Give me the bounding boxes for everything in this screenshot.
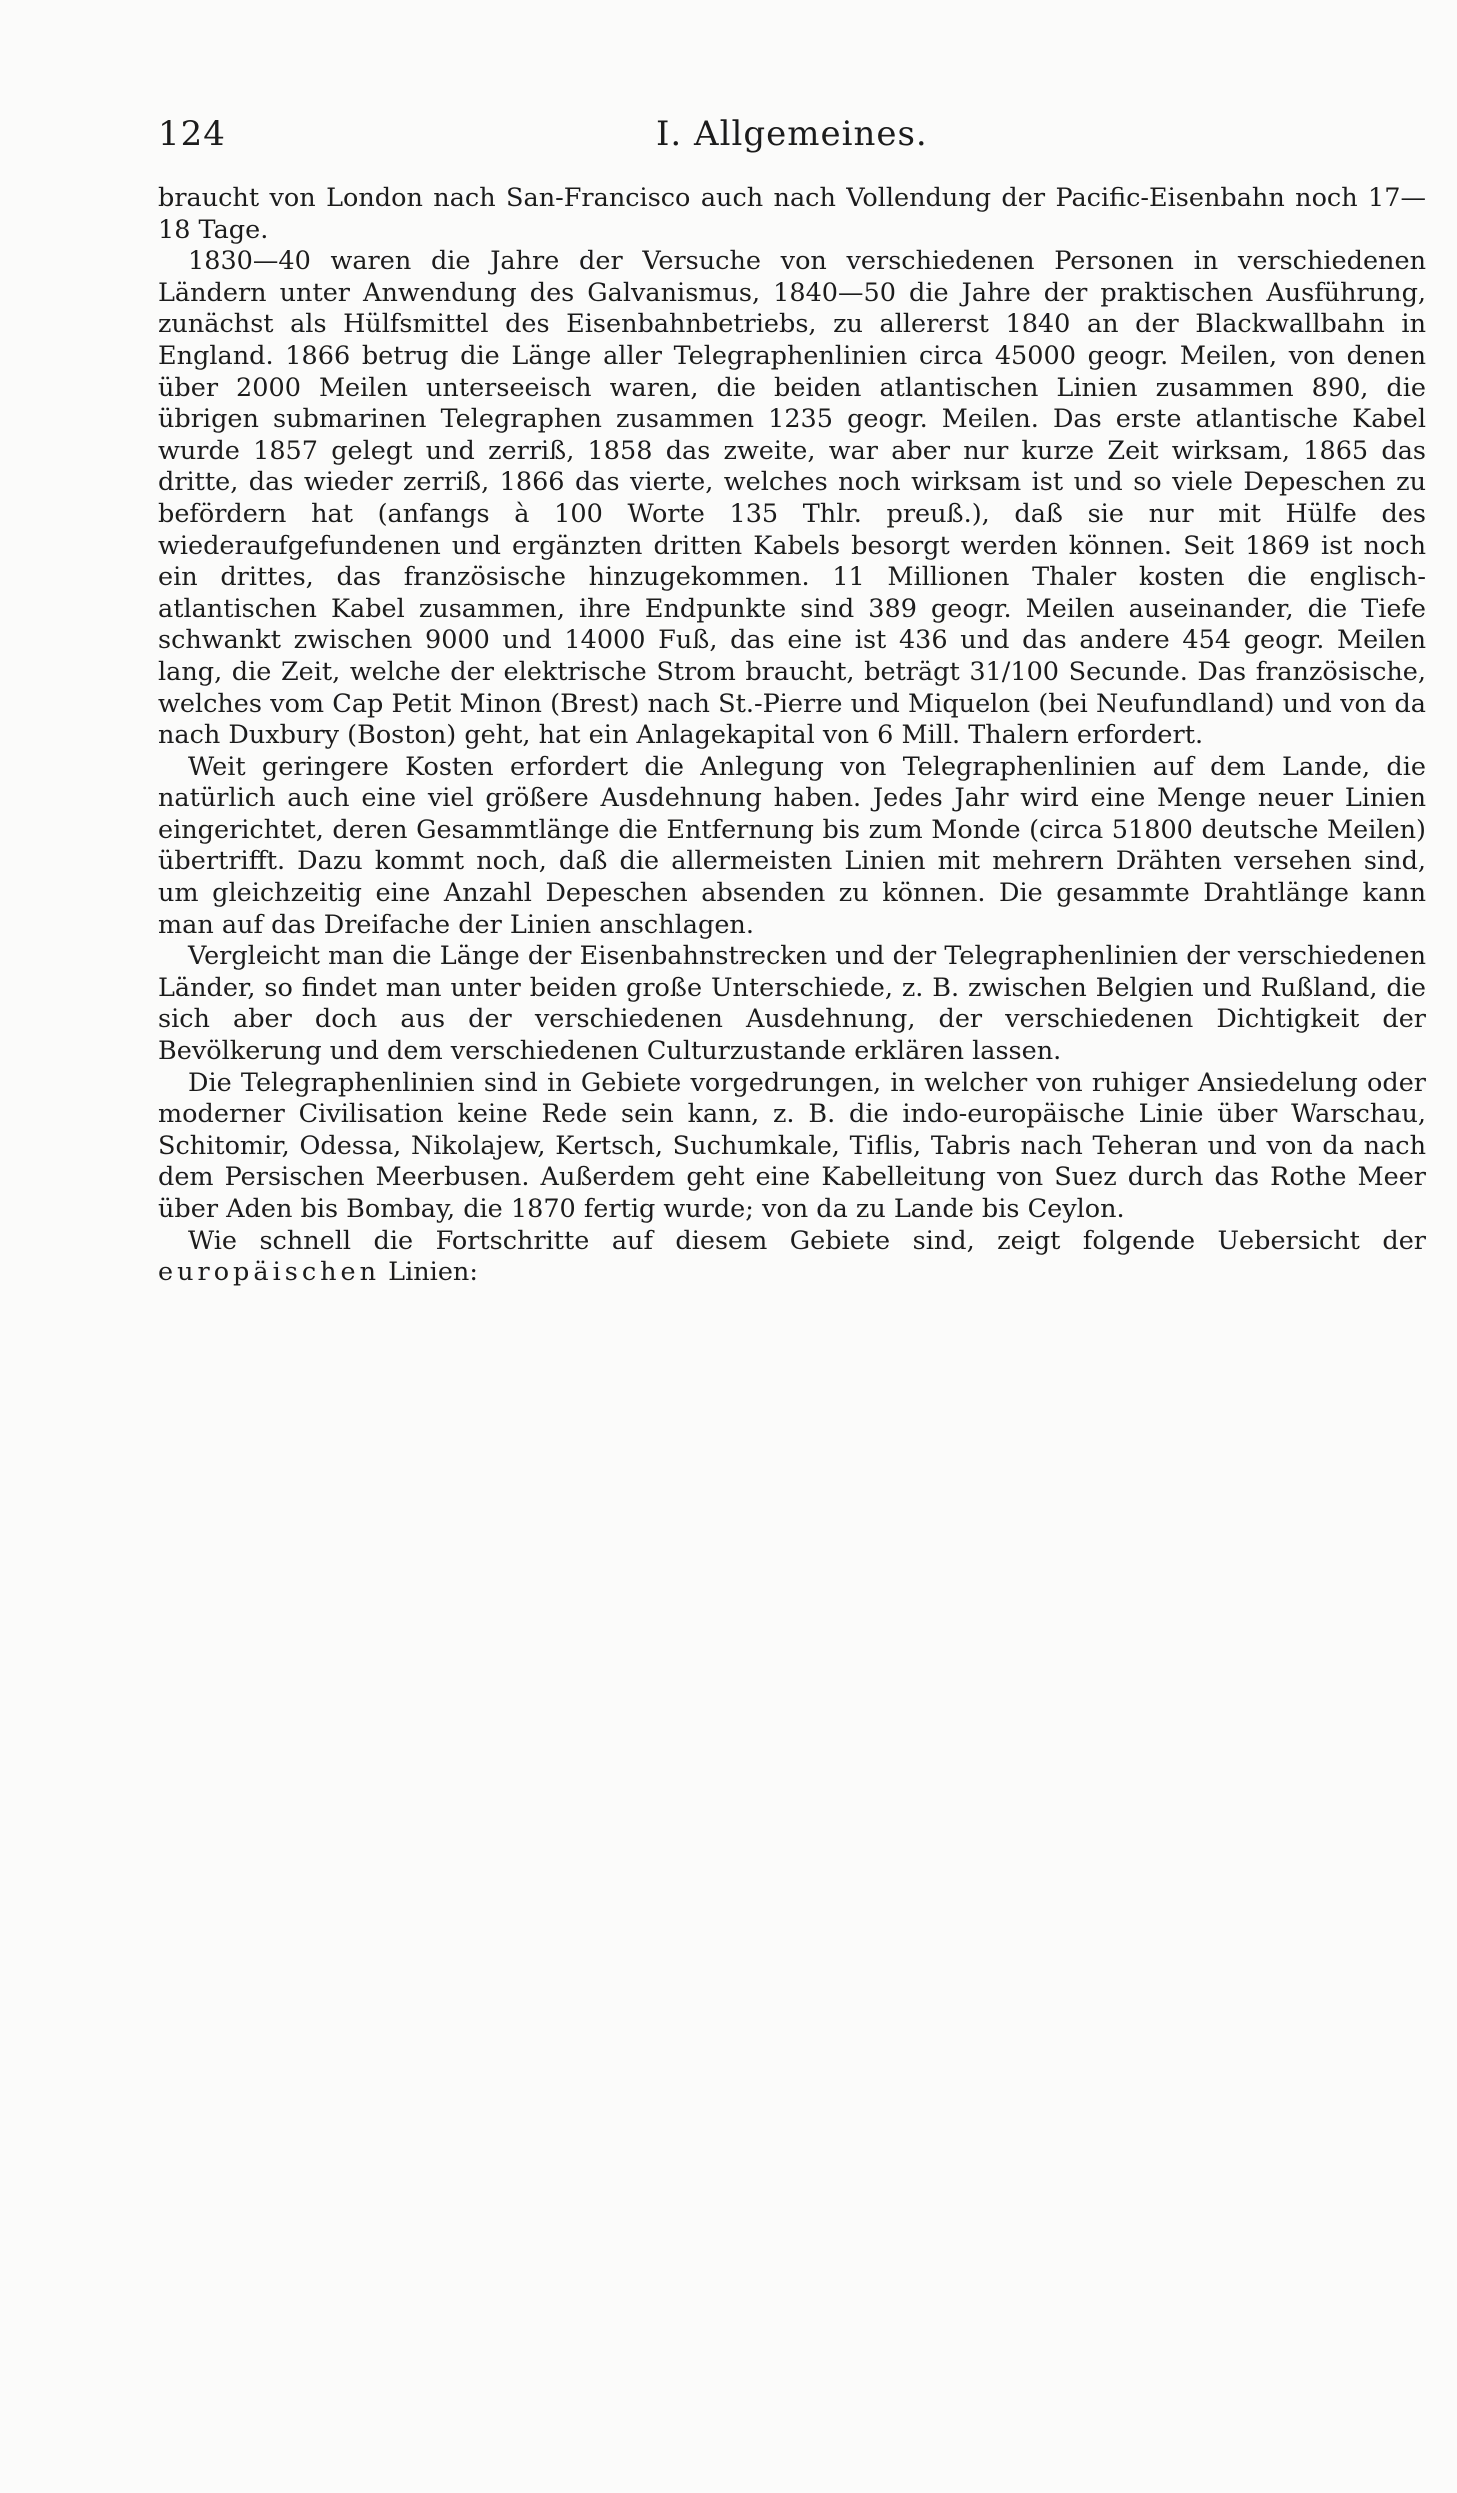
final-word: Linien: xyxy=(388,1257,478,1288)
paragraph: Vergleicht man die Länge der Eisenbahnstrecken und der Telegraphenlinien der verschiedenen Länder, so findet man unter beiden große Unterschiede, z. B. zwischen Belgien und Rußland, die sich aber doch aus der verschiedenen Ausdehnung, der verschiedenen Dichtigkeit der Bevölkerung und dem verschiedenen Culturzustande erklären lassen. xyxy=(158,941,1426,1067)
paragraph: Weit geringere Kosten erfordert die Anlegung von Telegraphenlinien auf dem Lande, die natürlich auch eine viel größere Ausdehnung haben. Jedes Jahr wird eine Menge neuer Linien eingerichtet, deren Gesammtlänge die Entfernung bis zum Monde (circa 51800 deutsche Meilen) übertrifft. Dazu kommt noch, daß die allermeisten Linien mit mehrern Drähten versehen sind, um gleichzeitig eine Anzahl Depeschen absenden zu können. Die gesammte Drahtlänge kann man auf das Dreifache der Linien anschlagen. xyxy=(158,751,1426,940)
emphasis-european: europäischen xyxy=(158,1257,381,1288)
final-text: Wie schnell die Fortschritte auf diesem Gebiete sind, zeigt folgende Uebersicht der xyxy=(188,1225,1426,1256)
paragraph-final xyxy=(158,1226,1426,1289)
paragraph: braucht von London nach San-Francisco auch nach Vollendung der Pacific-Eisenbahn noch 17—18 Tage. xyxy=(158,183,1426,245)
page-header xyxy=(158,112,1428,156)
page-number: 124 xyxy=(158,114,226,154)
running-head: I. Allgemeines. xyxy=(656,114,928,154)
paragraph: 1830—40 waren die Jahre der Versuche von verschiedenen Personen in verschiedenen Ländern unter Anwendung des Galvanismus, 1840—50 die Jahre der praktischen Ausführung, zunächst als Hülfsmittel des Eisenbahnbetriebs, zu allererst 1840 an der Blackwallbahn in England. 1866 betrug die Länge aller Telegraphenlinien circa 45000 geogr. Meilen, von denen über 2000 Meilen unterseeisch waren, die beiden atlantischen Linien zusammen 890, die übrigen submarinen Telegraphen zusammen 1235 geogr. Meilen. Das erste atlantische Kabel wurde 1857 gelegt und zerriß, 1858 das zweite, war aber nur kurze Zeit wirksam, 1865 das dritte, das wieder zerriß, 1866 das vierte, welches noch wirksam ist und so viele Depeschen zu befördern hat (anfangs à 100 Worte 135 Thlr. preuß.), daß sie nur mit Hülfe des wiederaufgefundenen und ergänzten dritten Kabels besorgt werden können. Seit 1869 ist noch ein drittes, das französische hinzugekommen. 11 Millionen Thaler kosten die englisch-atlantischen Kabel zusammen, ihre Endpunkte sind 389 geogr. Meilen auseinander, die Tiefe schwankt zwischen 9000 und 14000 Fuß, das eine ist 436 und das andere 454 geogr. Meilen lang, die Zeit, welche der elektrische Strom braucht, beträgt 31/100 Secunde. Das französische, welches vom Cap Petit Minon (Brest) nach St.-Pierre und Miquelon (bei Neufundland) und von da nach Duxbury (Boston) geht, hat ein Anlagekapital von 6 Mill. Thalern erfordert. xyxy=(158,246,1426,751)
body-text xyxy=(158,183,1426,1289)
paragraph: Die Telegraphenlinien sind in Gebiete vorgedrungen, in welcher von ruhiger Ansiedelung oder moderner Civilisation keine Rede sein kann, z. B. die indo-europäische Linie über Warschau, Schitomir, Odessa, Nikolajew, Kertsch, Suchumkale, Tiflis, Tabris nach Teheran und von da nach dem Persischen Meerbusen. Außerdem geht eine Kabelleitung von Suez durch das Rothe Meer über Aden bis Bombay, die 1870 fertig wurde; von da zu Lande bis Ceylon. xyxy=(158,1067,1426,1224)
